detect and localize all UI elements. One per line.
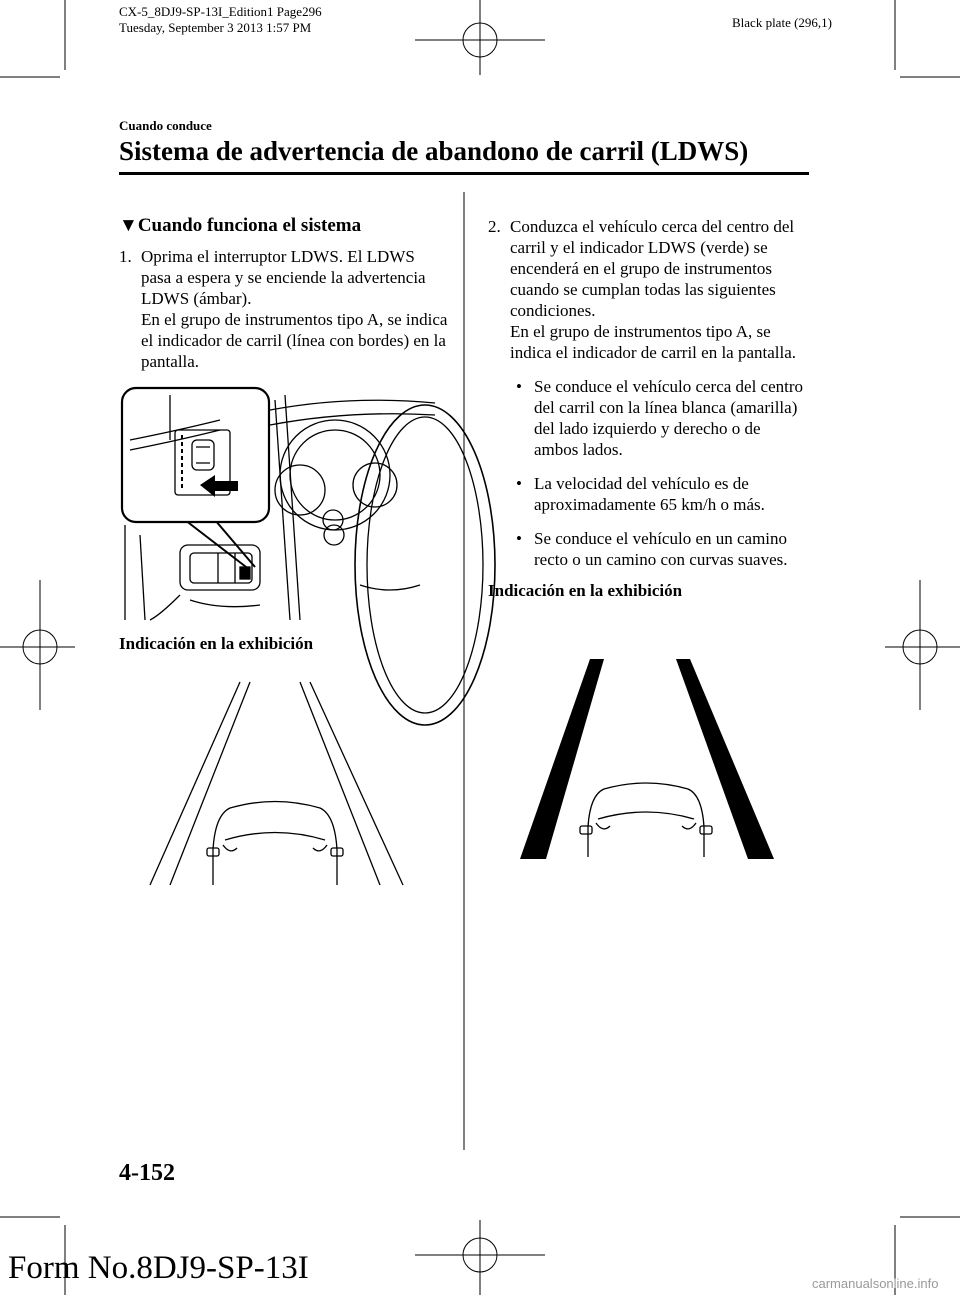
section-label: Cuando conduce	[119, 118, 212, 133]
bullet-icon: •	[516, 377, 522, 396]
title-rule	[119, 172, 809, 175]
right-column	[488, 216, 808, 601]
right-caption: Indicación en la exhibición	[488, 581, 683, 600]
form-number: Form No.8DJ9-SP-13I	[8, 1250, 309, 1286]
condition-bullet	[510, 376, 808, 460]
watermark: carmanualsonline.info	[812, 1276, 939, 1291]
step-2-text: Conduzca el vehículo cerca del centro del carril y el indicador LDWS (verde) se encenderá en el grupo de instrumentos cuando se cumplan todas las siguientes condiciones.	[510, 217, 795, 320]
condition-bullet	[510, 528, 808, 570]
bullet-text: Se conduce el vehículo cerca del centro del carril con la línea blanca (amarilla) del lado izquierdo y derecho o de ambos lados.	[534, 377, 804, 459]
step-2-number: 2.	[488, 217, 501, 236]
print-header	[119, 4, 322, 36]
left-column	[119, 215, 449, 372]
subheading-text: Cuando funciona el sistema	[137, 215, 362, 236]
bullet-text: La velocidad del vehículo es de aproximadamente 65 km/h o más.	[534, 474, 765, 514]
page-number: 4-152	[119, 1160, 175, 1186]
left-caption: Indicación en la exhibición	[119, 634, 314, 653]
print-timestamp: Tuesday, September 3 2013 1:57 PM	[119, 20, 312, 35]
plate-info: Black plate (296,1)	[732, 15, 832, 30]
dashboard-switch-illustration	[120, 385, 440, 625]
step-1-number: 1.	[119, 247, 132, 266]
step-2-text-2: En el grupo de instrumentos tipo A, se indica el indicador de carril en la pantalla.	[510, 322, 797, 362]
subheading	[119, 215, 449, 237]
step-1-text: Oprima el interruptor LDWS. El LDWS pasa a espera y se enciende la advertencia LDWS (ámbar).	[141, 247, 426, 308]
bullet-icon: •	[516, 474, 522, 493]
condition-bullet	[510, 473, 808, 515]
step-1	[119, 246, 449, 372]
lane-display-solid	[518, 657, 778, 862]
triangle-down-icon: ▼	[119, 215, 138, 236]
step-2	[488, 216, 808, 363]
lane-display-outlined	[145, 680, 415, 890]
step-1-text-2: En el grupo de instrumentos tipo A, se indica el indicador de carril (línea con bordes) en la pantalla.	[141, 310, 448, 371]
page-title: Sistema de advertencia de abandono de carril (LDWS)	[119, 136, 749, 166]
bullet-icon: •	[516, 529, 522, 548]
doc-id: CX-5_8DJ9-SP-13I_Edition1 Page296	[119, 4, 322, 19]
bullet-text: Se conduce el vehículo en un camino recto o un camino con curvas suaves.	[534, 529, 788, 569]
